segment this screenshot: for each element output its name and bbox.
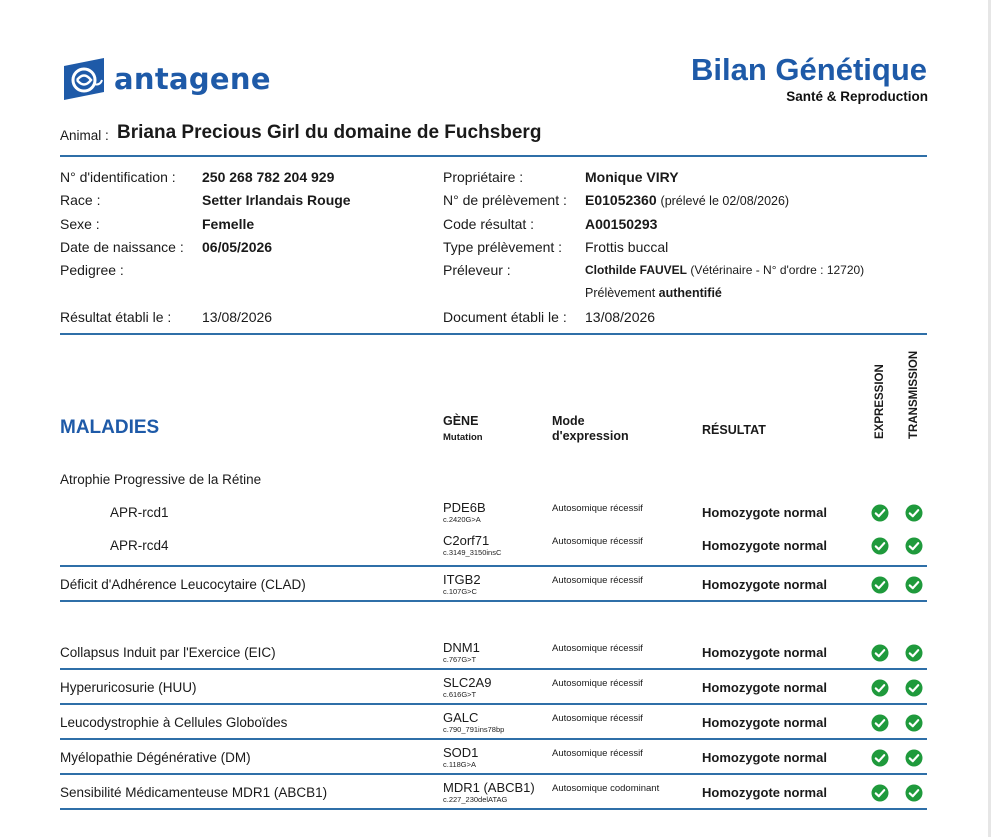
sample-type-label: Type prélèvement : [443,239,563,255]
gene-mutation: c.790_791ins78bp [443,725,505,734]
code-label: Code résultat : [443,216,535,232]
row-divider [60,600,927,602]
divider [60,155,927,157]
column-mode-line2: d'expression [552,429,629,443]
result-value: Homozygote normal [702,505,827,520]
result-value: Homozygote normal [702,750,827,765]
sample-type-value: Frottis buccal [585,239,669,255]
identification-value: 250 268 782 204 929 [202,169,335,185]
expression-check-icon [871,537,889,555]
collector-value: Clothilde FAUVEL [585,263,687,277]
expression-check-icon [871,714,889,732]
transmission-check-icon [905,537,923,555]
expression-mode: Autosomique récessif [552,713,643,724]
gene-name: ITGB2 [443,572,481,587]
disease-name: Myélopathie Dégénérative (DM) [60,750,251,765]
transmission-check-icon [905,576,923,594]
authentication-group [585,286,722,300]
row-divider [60,738,927,740]
result-value: Homozygote normal [702,538,827,553]
row-divider [60,668,927,670]
expression-mode: Autosomique récessif [552,643,643,654]
gene-mutation: c.2420G>A [443,515,481,524]
authentication-prefix: Prélèvement [585,286,656,300]
column-expression: EXPRESSION [874,364,886,439]
result-value: Homozygote normal [702,785,827,800]
expression-mode: Autosomique récessif [552,503,643,514]
column-result: RÉSULTAT [702,423,766,437]
result-value: Homozygote normal [702,577,827,592]
transmission-check-icon [905,644,923,662]
result-date-label: Résultat établi le : [60,309,172,325]
transmission-check-icon [905,504,923,522]
transmission-check-icon [905,714,923,732]
birthdate-value: 06/05/2026 [202,239,273,255]
result-value: Homozygote normal [702,645,827,660]
sample-value: E01052360 [585,192,657,208]
disease-name: Leucodystrophie à Cellules Globoïdes [60,715,288,730]
sex-value: Femelle [202,216,255,232]
sample-value-group [585,192,789,208]
expression-check-icon [871,504,889,522]
gene-mutation: c.3149_3150insC [443,548,502,557]
antagene-logo-icon [60,56,108,102]
transmission-check-icon [905,784,923,802]
disease-name: Sensibilité Médicamenteuse MDR1 (ABCB1) [60,785,328,800]
authentication-value: authentifié [658,286,722,300]
gene-mutation: c.118G>A [443,760,477,769]
gene-name: GALC [443,710,479,725]
expression-mode: Autosomique codominant [552,783,660,794]
row-divider [60,773,927,775]
collector-note: (Vétérinaire - N° d'ordre : 12720) [690,263,865,277]
expression-check-icon [871,679,889,697]
expression-mode: Autosomique récessif [552,748,643,759]
disease-name: Collapsus Induit par l'Exercice (EIC) [60,645,276,660]
row-divider [60,808,927,810]
code-value: A00150293 [585,216,658,232]
disease-name: APR-rcd1 [110,505,169,520]
logo-text: antagene [114,62,271,96]
document-date-label: Document établi le : [443,309,567,325]
owner-label: Propriétaire : [443,169,524,185]
column-gene-sub: Mutation [443,432,483,443]
result-value: Homozygote normal [702,715,827,730]
expression-check-icon [871,749,889,767]
birthdate-label: Date de naissance : [60,239,184,255]
transmission-check-icon [905,749,923,767]
expression-mode: Autosomique récessif [552,575,643,586]
document-subtitle: Santé & Reproduction [786,89,928,104]
race-value: Setter Irlandais Rouge [202,192,351,208]
identification-label: N° d'identification : [60,169,176,185]
sex-label: Sexe : [60,216,100,232]
expression-check-icon [871,576,889,594]
gene-mutation: c.227_230delATAG [443,795,508,804]
race-label: Race : [60,192,101,208]
gene-name: SLC2A9 [443,675,492,690]
document-title: Bilan Génétique [691,52,927,87]
expression-mode: Autosomique récessif [552,536,643,547]
antagene-logo [60,55,271,103]
disease-name: APR-rcd4 [110,538,169,553]
document-date-value: 13/08/2026 [585,309,656,325]
pedigree-label: Pedigree : [60,262,124,278]
expression-check-icon [871,644,889,662]
sample-note: (prélevé le 02/08/2026) [660,194,790,208]
row-divider [60,565,927,567]
animal-name: Briana Precious Girl du domaine de Fuchsberg [117,122,542,143]
gene-mutation: c.767G>T [443,655,477,664]
result-value: Homozygote normal [702,680,827,695]
animal-label: Animal : [60,128,109,143]
transmission-check-icon [905,679,923,697]
row-divider [60,703,927,705]
owner-value: Monique VIRY [585,169,679,185]
disease-group-apr: Atrophie Progressive de la Rétine [60,472,262,487]
gene-name: DNM1 [443,640,480,655]
disease-name: Hyperuricosurie (HUU) [60,680,197,695]
result-date-value: 13/08/2026 [202,309,273,325]
gene-mutation: c.616G>T [443,690,477,699]
disease-name: Déficit d'Adhérence Leucocytaire (CLAD) [60,577,306,592]
gene-name: C2orf71 [443,533,490,548]
column-transmission: TRANSMISSION [908,350,920,439]
expression-mode: Autosomique récessif [552,678,643,689]
sample-label: N° de prélèvement : [443,192,567,208]
gene-name: SOD1 [443,745,479,760]
collector-value-group [585,263,864,277]
gene-name: PDE6B [443,500,486,515]
collector-label: Préleveur : [443,262,511,278]
divider [60,333,927,335]
gene-mutation: c.107G>C [443,587,477,596]
gene-name: MDR1 (ABCB1) [443,780,535,795]
column-mode-line1: Mode [552,414,585,428]
expression-check-icon [871,784,889,802]
section-title: MALADIES [60,417,160,438]
column-gene: GÈNE [443,414,479,428]
